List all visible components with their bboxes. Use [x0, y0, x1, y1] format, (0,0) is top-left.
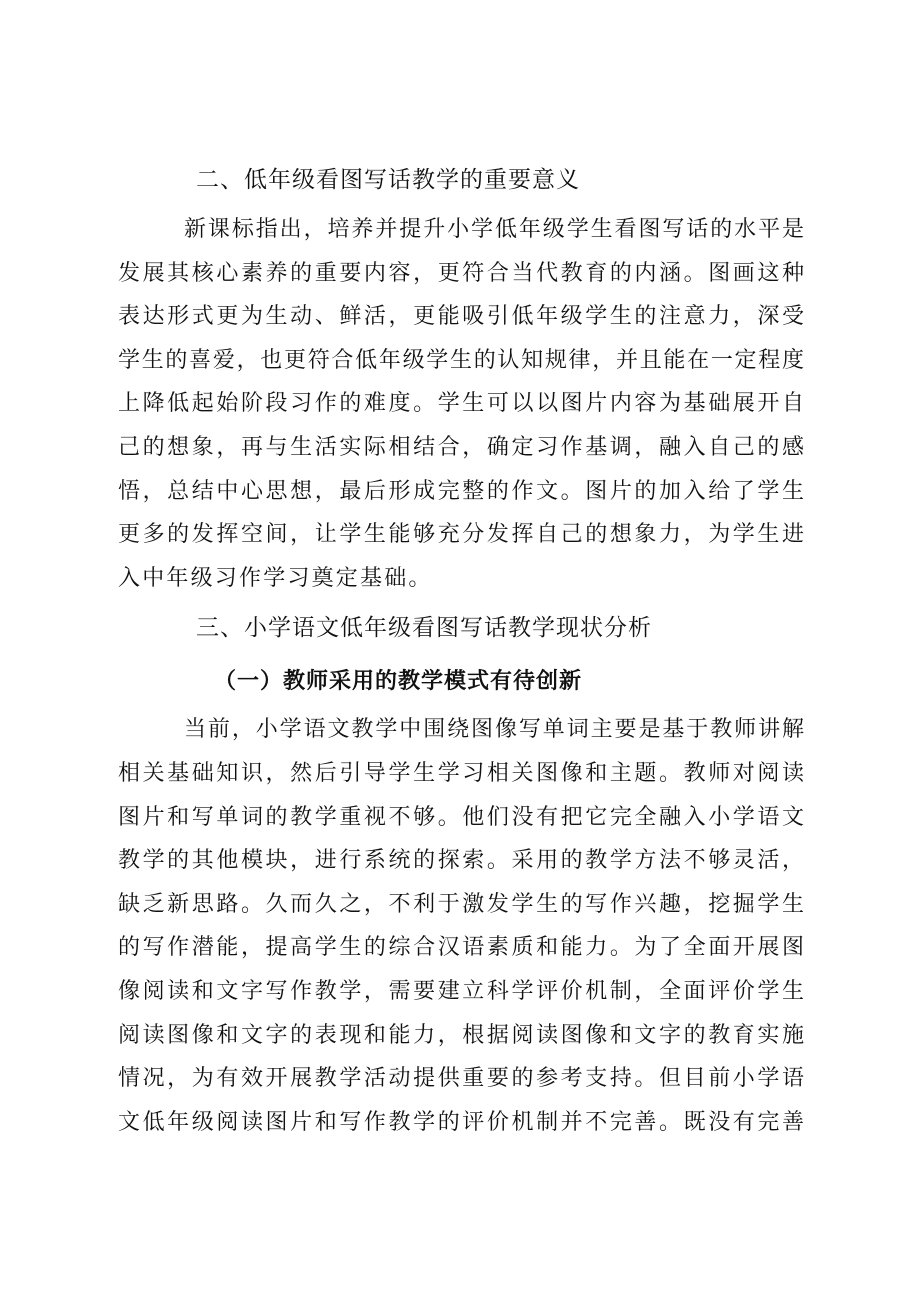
paragraph-line: 悟，总结中心思想，最后形成完整的作文。图片的加入给了学生	[118, 478, 804, 504]
paragraph-line: 相关基础知识，然后引导学生学习相关图像和主题。教师对阅读	[118, 760, 804, 786]
section-3-paragraph	[118, 708, 804, 1144]
paragraph-line: 缺乏新思路。久而久之，不利于激发学生的写作兴趣，挖掘学生	[118, 891, 804, 917]
section-2-paragraph	[118, 208, 804, 600]
paragraph-line: 阅读图像和文字的表现和能力，根据阅读图像和文字的教育实施	[118, 1022, 804, 1048]
paragraph-line: 教学的其他模块，进行系统的探索。采用的教学方法不够灵活，	[118, 848, 804, 874]
section-3-heading: 三、小学语文低年级看图写话教学现状分析	[196, 615, 652, 642]
paragraph-line: 学生的喜爱，也更符合低年级学生的认知规律，并且能在一定程度	[118, 347, 804, 373]
paragraph-line: 表达形式更为生动、鲜活，更能吸引低年级学生的注意力，深受	[118, 304, 804, 330]
paragraph-line: 图片和写单词的教学重视不够。他们没有把它完全融入小学语文	[118, 804, 804, 830]
paragraph-line: 己的想象，再与生活实际相结合，确定习作基调，融入自己的感	[118, 434, 804, 460]
paragraph-line: 更多的发挥空间，让学生能够充分发挥自己的想象力，为学生进	[118, 522, 804, 548]
paragraph-line: 的写作潜能，提高学生的综合汉语素质和能力。为了全面开展图	[118, 935, 804, 961]
paragraph-line: 入中年级习作学习奠定基础。	[118, 565, 433, 591]
paragraph-line: 文低年级阅读图片和写作教学的评价机制并不完善。既没有完善	[118, 1109, 804, 1135]
document-page	[118, 152, 804, 1144]
paragraph-line: 当前，小学语文教学中围绕图像写单词主要是基于教师讲解	[184, 717, 804, 743]
paragraph-line: 情况，为有效开展教学活动提供重要的参考支持。但目前小学语	[118, 1066, 804, 1092]
paragraph-line: 新课标指出，培养并提升小学低年级学生看图写话的水平是	[184, 217, 804, 242]
paragraph-line: 发展其核心素养的重要内容，更符合当代教育的内涵。图画这种	[118, 260, 804, 286]
paragraph-line: 像阅读和文字写作教学，需要建立科学评价机制，全面评价学生	[118, 978, 804, 1004]
section-2-heading: 二、低年级看图写话教学的重要意义	[196, 167, 580, 193]
section-3-subheading: （一）教师采用的教学模式有待创新	[214, 669, 583, 695]
paragraph-line: 上降低起始阶段习作的难度。学生可以以图片内容为基础展开自	[118, 391, 804, 417]
